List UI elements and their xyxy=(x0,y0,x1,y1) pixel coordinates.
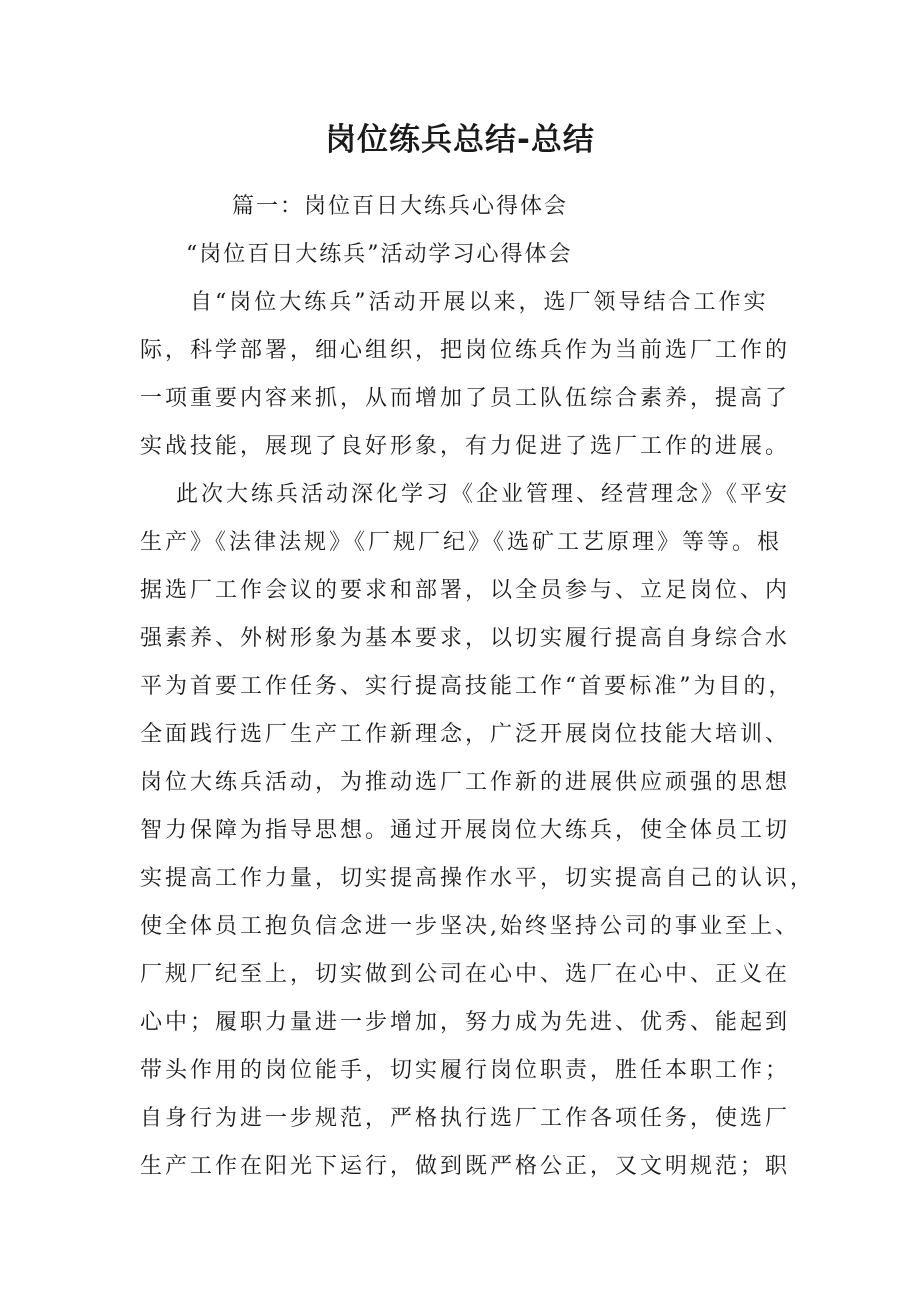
text-line: 全面践行选厂生产工作新理念，广泛开展岗位技能大培训、 xyxy=(140,722,791,747)
text-line: 使全体员工抱负信念进一步坚决,始终坚持公司的事业至上、 xyxy=(140,914,800,939)
text-line: 生产》《法律法规》《厂规厂纪》《选矿工艺原理》等等。根 xyxy=(140,530,783,555)
text-line: 实提高工作力量，切实提高操作水平，切实提高自己的认识， xyxy=(140,866,816,891)
text-line: 际，科学部署，细心组织，把岗位练兵作为当前选厂工作的 xyxy=(140,338,791,363)
text-line: 平为首要工作任务、实行提高技能工作“首要标准”为目的， xyxy=(140,674,794,699)
text-line: 智力保障为指导思想。通过开展岗位大练兵，使全体员工切 xyxy=(140,818,791,843)
text-line: 心中；履职力量进一步增加，努力成为先进、优秀、能起到 xyxy=(140,1010,791,1035)
text-line: 一项重要内容来抓，从而增加了员工队伍综合素养，提高了 xyxy=(140,386,791,411)
text-line: 自“岗位大练兵”活动开展以来，选厂领导结合工作实 xyxy=(190,290,769,315)
text-line: 生产工作在阳光下运行，做到既严格公正，又文明规范；职 xyxy=(140,1154,791,1179)
text-line: 强素养、外树形象为基本要求，以切实履行提高自身综合水 xyxy=(140,626,791,651)
text-line: 带头作用的岗位能手，切实履行岗位职责，胜任本职工作； xyxy=(140,1058,791,1083)
text-line: 厂规厂纪至上，切实做到公司在心中、选厂在心中、正义在 xyxy=(140,962,791,987)
document-title: 岗位练兵总结-总结 xyxy=(325,122,595,158)
article-heading: “岗位百日大练兵”活动学习心得体会 xyxy=(186,242,573,267)
text-line: 据选厂工作会议的要求和部署，以全员参与、立足岗位、内 xyxy=(140,578,791,603)
text-line: 自身行为进一步规范，严格执行选厂工作各项任务，使选厂 xyxy=(140,1106,791,1131)
text-line: 岗位大练兵活动，为推动选厂工作新的进展供应顽强的思想 xyxy=(140,770,791,795)
text-line: 此次大练兵活动深化学习《企业管理、经营理念》《平安 xyxy=(176,482,791,507)
text-line: 实战技能，展现了良好形象，有力促进了选厂工作的进展。 xyxy=(140,434,791,459)
section-heading: 篇一：岗位百日大练兵心得体会 xyxy=(232,194,569,219)
